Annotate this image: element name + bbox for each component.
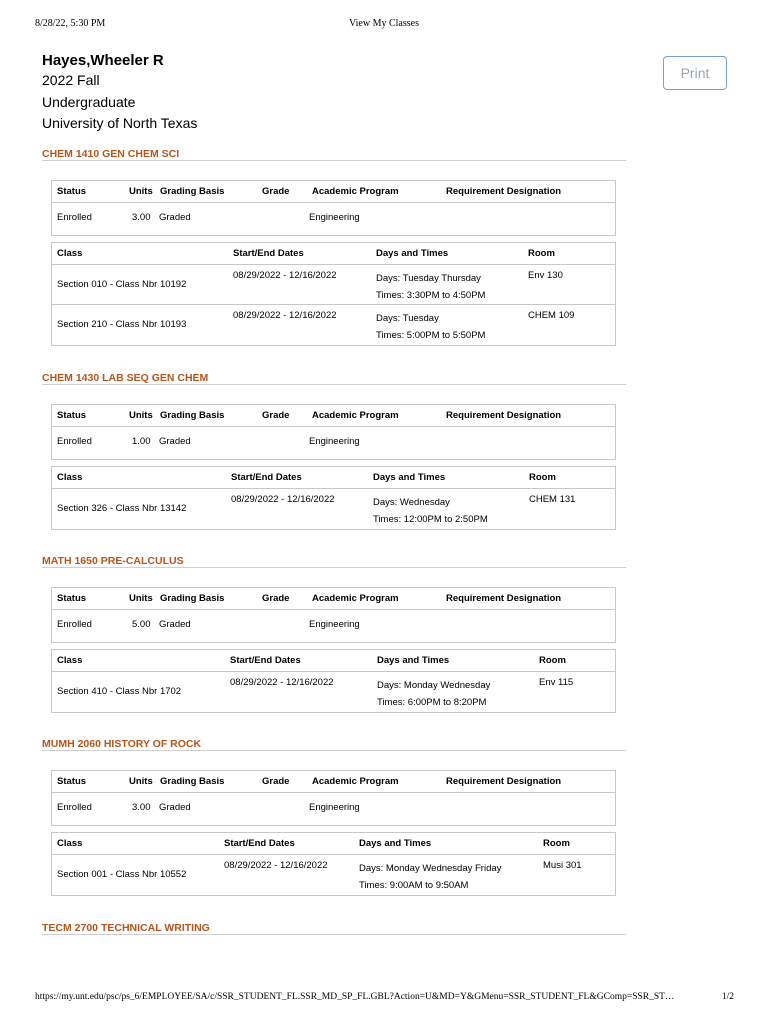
course-title[interactable]: CHEM 1430 LAB SEQ GEN CHEM [42,371,626,385]
enrollment-status-table [51,770,616,826]
print-footer [0,992,768,1006]
grade-header: Grade [262,186,290,197]
class-header-row [52,467,615,489]
academic-program-value: Engineering [309,212,360,223]
student-institution: University of North Texas [42,115,198,131]
class-header: Class [57,655,83,666]
academic-program-value: Engineering [309,802,360,813]
enrollment-status-table [51,180,616,236]
grade-header: Grade [262,776,290,787]
grading-basis-value: Graded [159,619,191,630]
units-header: Units [129,186,153,197]
class-days-times: Days: Monday Wednesday Friday Times: 9:00AM to 9:50AM [359,863,502,891]
class-days-times: Days: Tuesday Times: 5:00PM to 5:50PM [376,313,486,341]
class-dates: 08/29/2022 - 12/16/2022 [231,494,335,505]
course-title[interactable]: MATH 1650 PRE-CALCULUS [42,554,626,568]
units-value: 5.00 [132,619,151,630]
class-room: Env 130 [528,270,563,281]
class-header-row [52,833,615,855]
class-section[interactable]: Section 210 - Class Nbr 10193 [57,319,187,330]
course-title[interactable]: MUMH 2060 HISTORY OF ROCK [42,737,626,751]
class-dates: 08/29/2022 - 12/16/2022 [233,310,337,321]
status-value: Enrolled [57,212,92,223]
student-info [42,51,197,135]
grading-basis-header: Grading Basis [160,776,225,787]
requirement-designation-header: Requirement Designation [446,776,562,787]
room-header: Room [528,248,555,259]
academic-program-value: Engineering [309,436,360,447]
academic-program-value: Engineering [309,619,360,630]
class-section[interactable]: Section 410 - Class Nbr 1702 [57,686,182,697]
class-days-times: Days: Wednesday Times: 12:00PM to 2:50PM [373,497,488,525]
course-title[interactable]: CHEM 1410 GEN CHEM SCI [42,147,626,161]
grading-basis-header: Grading Basis [160,186,225,197]
grade-header: Grade [262,593,290,604]
grading-basis-value: Graded [159,212,191,223]
course-section [42,921,626,935]
print-page-title: View My Classes [349,18,419,29]
units-value: 1.00 [132,436,151,447]
course-title[interactable]: TECM 2700 TECHNICAL WRITING [42,921,626,935]
course-section [42,147,626,346]
requirement-designation-header: Requirement Designation [446,410,562,421]
print-timestamp: 8/28/22, 5:30 PM [35,18,106,29]
status-header-row [52,588,615,610]
days-times-header: Days and Times [359,838,432,849]
course-section [42,554,626,713]
grade-header: Grade [262,410,290,421]
grading-basis-value: Graded [159,802,191,813]
status-value: Enrolled [57,619,92,630]
class-room: CHEM 109 [528,310,575,321]
days-times-header: Days and Times [373,472,446,483]
room-header: Room [529,472,556,483]
class-schedule-table [51,466,616,530]
class-room: Musi 301 [543,860,582,871]
units-value: 3.00 [132,802,151,813]
academic-program-header: Academic Program [312,186,399,197]
dates-header: Start/End Dates [224,838,295,849]
class-schedule-table [51,242,616,346]
class-section[interactable]: Section 010 - Class Nbr 10192 [57,279,187,290]
class-header: Class [57,472,83,483]
student-name: Hayes,Wheeler R [42,52,164,69]
dates-header: Start/End Dates [231,472,302,483]
enrollment-status-table [51,587,616,643]
print-url: https://my.unt.edu/psc/ps_6/EMPLOYEE/SA/c/SSR_STUDENT_FL.SSR_MD_SP_FL.GBL?Action=U&MD=Y&GMenu=SSR_STUDENT_FL&GComp=SSR_ST… [35,992,675,1002]
status-header-row [52,771,615,793]
status-value-row [52,427,615,459]
class-dates: 08/29/2022 - 12/16/2022 [233,270,337,281]
days-times-header: Days and Times [376,248,449,259]
class-header: Class [57,838,83,849]
class-room: CHEM 131 [529,494,576,505]
status-value: Enrolled [57,436,92,447]
class-schedule-table [51,832,616,896]
room-header: Room [539,655,566,666]
class-room: Env 115 [539,677,574,688]
class-section[interactable]: Section 326 - Class Nbr 13142 [57,503,187,514]
status-value-row [52,610,615,642]
grading-basis-value: Graded [159,436,191,447]
class-section[interactable]: Section 001 - Class Nbr 10552 [57,869,187,880]
requirement-designation-header: Requirement Designation [446,593,562,604]
status-header-row [52,405,615,427]
class-row [52,265,615,305]
class-header: Class [57,248,83,259]
units-header: Units [129,776,153,787]
requirement-designation-header: Requirement Designation [446,186,562,197]
course-section [42,737,626,896]
academic-program-header: Academic Program [312,593,399,604]
status-value-row [52,793,615,825]
class-dates: 08/29/2022 - 12/16/2022 [224,860,328,871]
class-header-row [52,243,615,265]
class-days-times: Days: Tuesday Thursday Times: 3:30PM to 4:50PM [376,273,486,301]
units-header: Units [129,410,153,421]
student-term: 2022 Fall [42,72,100,88]
status-value-row [52,203,615,235]
class-header-row [52,650,615,672]
print-button[interactable]: Print [663,56,727,90]
class-row [52,672,615,712]
status-header: Status [57,410,87,421]
status-value: Enrolled [57,802,92,813]
academic-program-header: Academic Program [312,410,399,421]
course-section [42,371,626,530]
print-page-number: 1/2 [721,992,734,1002]
student-career: Undergraduate [42,93,136,110]
grading-basis-header: Grading Basis [160,593,225,604]
days-times-header: Days and Times [377,655,450,666]
class-row [52,855,615,895]
dates-header: Start/End Dates [233,248,304,259]
academic-program-header: Academic Program [312,776,399,787]
class-dates: 08/29/2022 - 12/16/2022 [230,677,334,688]
grading-basis-header: Grading Basis [160,410,225,421]
print-header [0,18,768,32]
status-header: Status [57,776,87,787]
units-value: 3.00 [132,212,151,223]
class-row [52,489,615,529]
class-schedule-table [51,649,616,713]
status-header: Status [57,186,87,197]
status-header-row [52,181,615,203]
class-days-times: Days: Monday Wednesday Times: 6:00PM to 8:20PM [377,680,491,708]
class-row [52,305,615,345]
units-header: Units [129,593,153,604]
enrollment-status-table [51,404,616,460]
dates-header: Start/End Dates [230,655,301,666]
room-header: Room [543,838,570,849]
status-header: Status [57,593,87,604]
